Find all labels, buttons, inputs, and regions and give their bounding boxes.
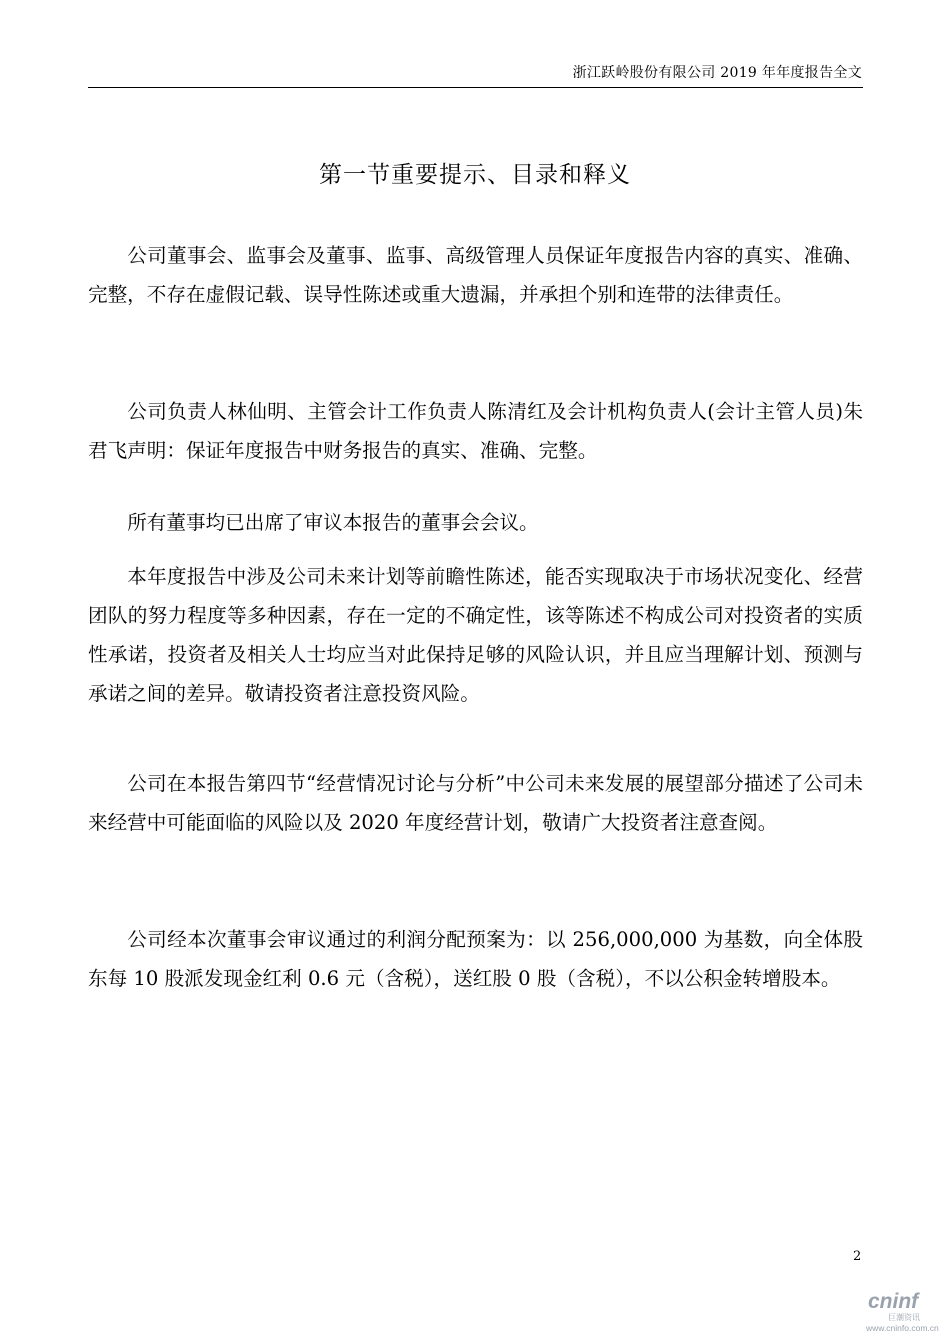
paragraph-officers-declaration: 公司负责人林仙明、主管会计工作负责人陈清红及会计机构负责人(会计主管人员)朱君飞声明：保证年度报告中财务报告的真实、准确、完整。 (88, 400, 863, 462)
page-number: 2 (853, 1249, 862, 1264)
watermark-logo-text: cninf (868, 1290, 919, 1313)
paragraph-profit-distribution: 公司经本次董事会审议通过的利润分配预案为：以 256,000,000 为基数，向全体股东每 10 股派发现金红利 0.6 元（含税），送红股 0 股（含税），不以公积金转增股本。 (88, 928, 863, 990)
paragraph-responsibility-statement: 公司董事会、监事会及董事、监事、高级管理人员保证年度报告内容的真实、准确、完整，不存在虚假记载、误导性陈述或重大遗漏，并承担个别和连带的法律责任。 (88, 244, 863, 306)
paragraph-risk-outlook: 公司在本报告第四节“经营情况讨论与分析”中公司未来发展的展望部分描述了公司未来经营中可能面临的风险以及 2020 年度经营计划，敬请广大投资者注意查阅。 (88, 772, 863, 834)
running-header: 浙江跃岭股份有限公司 2019 年年度报告全文 (572, 65, 862, 81)
watermark-url: www.cninfo.com.cn (866, 1323, 939, 1333)
header-divider (88, 87, 863, 88)
paragraph-board-attendance: 所有董事均已出席了审议本报告的董事会会议。 (127, 511, 539, 534)
section-title: 第一节重要提示、目录和释义 (319, 162, 631, 188)
paragraph-forward-looking-statement: 本年度报告中涉及公司未来计划等前瞻性陈述，能否实现取决于市场状况变化、经营团队的努力程度等多种因素，存在一定的不确定性，该等陈述不构成公司对投资者的实质性承诺，投资者及相关人士均应当对此保持足够的风险认识，并且应当理解计划、预测与承诺之间的差异。敬请投资者注意投资风险。 (88, 565, 863, 705)
watermark-cn-text: 巨潮资讯 (888, 1313, 920, 1322)
cninfo-watermark-logo (866, 1286, 942, 1334)
